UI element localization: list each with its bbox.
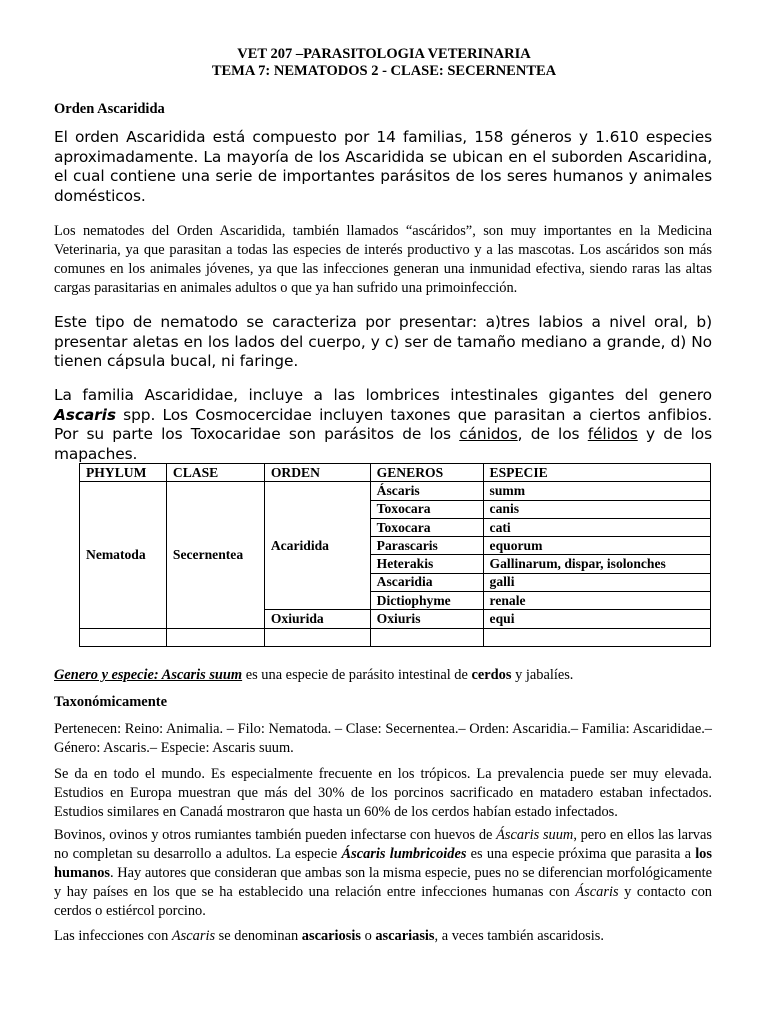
text-run: , a veces también ascaridosis. (434, 928, 604, 944)
cell-especie: Gallinarum, dispar, isolonches (483, 555, 710, 573)
header-orden: ORDEN (264, 464, 370, 482)
paragraph-ascaris-suum (54, 666, 712, 685)
term-ascariasis: ascariasis (375, 928, 435, 944)
cell-especie: equi (483, 610, 710, 628)
term-ascaris-lumbricoides: Áscaris lumbricoides (341, 846, 467, 862)
text-run: , pero en ellos las larvas no completan su desarrollo a adultos. La especie (54, 827, 712, 862)
cell-genero: Parascaris (370, 537, 483, 555)
text-run: y contacto con cerdos o estiércol porcino. (54, 884, 712, 919)
paragraph-intro: El orden Ascaridida está compuesto por 14 familias, 158 géneros y 1.610 especies aproximadamente. La mayoría de los Ascaridida se ubican en el suborden Ascaridina, el cual contiene una serie de importantes parásitos de los seres humanos y animales domésticos. (54, 128, 712, 205)
paragraph-taxonomia: Pertenecen: Reino: Animalia. – Filo: Nematoda. – Clase: Secernentea.– Orden: Ascaridia.– Familia: Ascarididae.– Género: Ascaris.– Especie: Ascaris suum. (54, 721, 712, 756)
text-run: , de los (517, 425, 588, 443)
table-row (80, 482, 711, 500)
text-run: y de los mapaches. (54, 425, 712, 463)
cell-empty (483, 628, 710, 646)
cell-especie: summ (483, 482, 710, 500)
topic-title: TEMA 7: NEMATODOS 2 - CLASE: SECERNENTEA (211, 63, 557, 79)
cell-especie: renale (483, 592, 710, 610)
cell-especie: canis (483, 500, 710, 518)
cell-genero: Oxiuris (370, 610, 483, 628)
cell-orden-oxiurida: Oxiurida (264, 610, 370, 628)
cell-genero: Áscaris (370, 482, 483, 500)
cell-genero: Toxocara (370, 500, 483, 518)
cell-empty (370, 628, 483, 646)
header-clase: CLASE (166, 464, 264, 482)
table-row-empty (80, 628, 711, 646)
cell-empty (166, 628, 264, 646)
term-ascaris-suum: Áscaris suum (496, 827, 574, 843)
cell-especie: galli (483, 573, 710, 591)
term-ascariosis: ascariosis (301, 928, 361, 944)
header-generos: GENEROS (370, 464, 483, 482)
term-genero-especie: Genero y especie: Ascaris suum (54, 667, 243, 683)
term-cerdos: cerdos (471, 667, 512, 683)
cell-clase: Secernentea (166, 482, 264, 628)
text-run: es una especie próxima que parasita a (466, 846, 696, 862)
text-run: spp. Los Cosmocercidae incluyen taxones que parasitan a ciertos anfibios. Por su parte los Toxocaridae son parásitos de los (54, 405, 712, 443)
cell-phylum: Nematoda (80, 482, 167, 628)
paragraph-infecciones (54, 927, 712, 946)
paragraph-rumiantes (54, 826, 712, 921)
paragraph-distribucion: Se da en todo el mundo. Es especialmente frecuente en los trópicos. La prevalencia puede ser muy elevada. Estudios en Europa muestran que más del 30% de los porcinos sacrificado en matadero estaban infectados. Estudios similares en Canadá mostraron que hasta un 60% de los cerdos habían estado infectados. (54, 766, 712, 820)
text-run: se denominan (215, 928, 302, 944)
section-heading-taxonomia: Taxonómicamente (54, 694, 168, 710)
cell-genero: Toxocara (370, 518, 483, 536)
text-run: . Hay autores que consideran que ambas son la misma especie, pues no se diferencian morfológicamente y hay países en los que se ha establecido una relación entre infecciones humanas con (54, 865, 712, 900)
term-ascaris: Ascaris (171, 928, 216, 944)
cell-especie: equorum (483, 537, 710, 555)
term-canidos: cánidos (459, 425, 518, 443)
paragraph-caracteristicas: Este tipo de nematodo se caracteriza por presentar: a)tres labios a nivel oral, b) presentar aletas en los lados del cuerpo, y c) ser de tamaño mediano a grande, d) No tienen cápsula bucal, ni faringe. (54, 313, 712, 370)
paragraph-ascaridos: Los nematodes del Orden Ascaridida, también llamados “ascáridos”, son muy importantes en la Medicina Veterinaria, ya que parasitan a todas las especies de interés productivo y a las mascotas. Los ascáridos son más comunes en los animales jóvenes, ya que las infecciones generan una inmunidad efectiva, siendo raras las altas cargas parasitarias en animales adultos o que ya han sufrido una primoinfección. (54, 223, 712, 296)
cell-genero: Ascaridia (370, 573, 483, 591)
table-header-row (80, 464, 711, 482)
paragraph-familias (54, 386, 712, 464)
taxonomy-table (79, 463, 711, 647)
cell-genero: Dictiophyme (370, 592, 483, 610)
section-heading-orden: Orden Ascaridida (54, 101, 165, 117)
text-run: Bovinos, ovinos y otros rumiantes también pueden infectarse con huevos de (54, 827, 497, 843)
text-run: o (360, 928, 376, 944)
cell-especie: cati (483, 518, 710, 536)
header-especie: ESPECIE (483, 464, 710, 482)
term-felidos: félidos (587, 425, 638, 443)
text-run: y jabalíes. (511, 667, 574, 683)
text-run: es una especie de parásito intestinal de (242, 667, 472, 683)
cell-genero: Heterakis (370, 555, 483, 573)
term-ascaris: Áscaris (575, 884, 619, 900)
text-run: La familia Ascarididae, incluye a las lombrices intestinales gigantes del genero (54, 386, 712, 404)
text-run: Las infecciones con (54, 928, 172, 944)
cell-empty (80, 628, 167, 646)
header-phylum: PHYLUM (80, 464, 167, 482)
course-title: VET 207 –PARASITOLOGIA VETERINARIA (237, 46, 531, 62)
term-ascaris: Ascaris (54, 405, 116, 424)
cell-orden-acaridida: Acaridida (264, 482, 370, 610)
term-humanos: los humanos (54, 846, 712, 881)
cell-empty (264, 628, 370, 646)
